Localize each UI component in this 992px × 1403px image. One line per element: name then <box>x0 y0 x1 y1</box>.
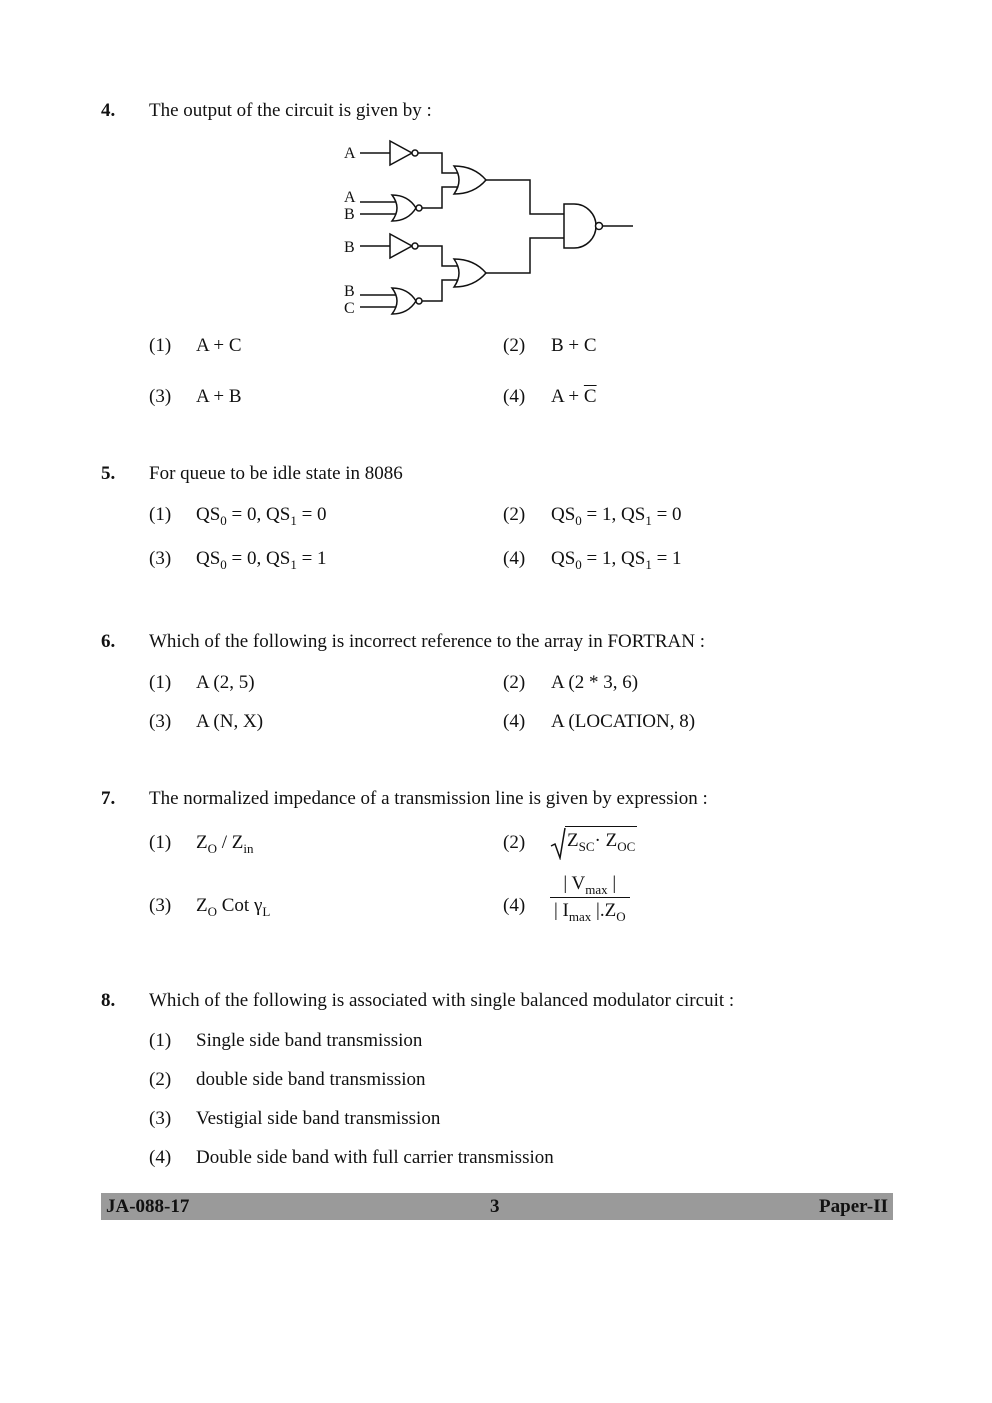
q5-option-3-text[interactable]: $QS_0 = 0$, $QS_1 = 1$ <box>196 548 327 572</box>
question-8-number: 8. <box>101 990 116 1011</box>
q4-option-3-num: (3) <box>149 386 172 407</box>
question-5-number: 5. <box>101 463 116 484</box>
question-8-text: Which of the following is associated with single balanced modulator circuit : <box>149 990 735 1011</box>
circuit-label-a1: A <box>344 145 356 162</box>
q5o3-qs1: 1 <box>317 548 327 569</box>
q4-option-2-num: (2) <box>503 335 526 356</box>
page-footer <box>101 1193 893 1220</box>
nor-gate-1 <box>360 195 422 221</box>
question-7-number: 7. <box>101 788 116 809</box>
or-gate-2 <box>454 259 486 287</box>
q5-option-2-text[interactable]: $QS_0 = 1$, $QS_1 = 0$ <box>551 504 682 528</box>
q7-option-4-text[interactable] <box>550 873 630 922</box>
q8-option-1-num: (1) <box>149 1030 172 1051</box>
q5o3-qs0: 0 <box>247 548 257 569</box>
footer-paper: Paper-II <box>819 1196 888 1217</box>
circuit-label-b1: B <box>344 206 355 223</box>
q7-option-2-num: (2) <box>503 832 526 853</box>
sqrt-sign-icon <box>550 826 566 860</box>
circuit-label-b3: B <box>344 283 355 300</box>
q7-option-1-text[interactable]: $Z_O / Z_{in}$ <box>196 832 254 856</box>
q5o4-qs0: 1 <box>602 548 612 569</box>
q8-option-3-num: (3) <box>149 1108 172 1129</box>
q4-option-4-num: (4) <box>503 386 526 407</box>
q4-option-4-text-b: $\overline{C}$ <box>583 386 597 407</box>
q8-option-2-num: (2) <box>149 1069 172 1090</box>
sub0: 0 <box>220 513 227 528</box>
q5-option-1-num: (1) <box>149 504 172 525</box>
logic-circuit-diagram <box>340 135 640 320</box>
not-gate-1 <box>360 141 418 165</box>
q7-option-1-num: (1) <box>149 832 172 853</box>
q5o2-qs1: 0 <box>672 504 682 525</box>
question-4-number: 4. <box>101 100 116 121</box>
q6-option-2-text[interactable]: A (2 * 3, 6) <box>551 672 639 693</box>
q6-option-3-text[interactable]: A (N, X) <box>196 711 264 732</box>
q4-option-3-text[interactable]: A + B <box>196 386 242 407</box>
q6-option-1-text[interactable]: A (2, 5) <box>196 672 255 693</box>
q8-option-2-text[interactable]: double side band transmission <box>196 1069 426 1090</box>
question-7-text: The normalized impedance of a transmission line is given by expression : <box>149 788 708 809</box>
not-gate-2 <box>360 234 418 258</box>
footer-page-number: 3 <box>490 1196 500 1217</box>
q8-option-3-text[interactable]: Vestigial side band transmission <box>196 1108 441 1129</box>
q4-option-2-text[interactable]: B + C <box>551 335 597 356</box>
q5-option-4-num: (4) <box>503 548 526 569</box>
question-5-text: For queue to be idle state in 8086 <box>149 463 403 484</box>
q5o1-qs0: 0 <box>247 504 257 525</box>
circuit-label-c: C <box>344 300 355 317</box>
q6-option-4-num: (4) <box>503 711 526 732</box>
q4-option-4-text[interactable] <box>551 386 597 408</box>
q5o4-qs1: 1 <box>672 548 682 569</box>
q8-option-4-text[interactable]: Double side band with full carrier transmission <box>196 1147 554 1168</box>
q5-option-3-num: (3) <box>149 548 172 569</box>
q6-option-3-num: (3) <box>149 711 172 732</box>
q8-option-4-num: (4) <box>149 1147 172 1168</box>
q5-option-4-text[interactable]: $QS_0 = 1$, $QS_1 = 1$ <box>551 548 682 572</box>
q8-option-1-text[interactable]: Single side band transmission <box>196 1030 423 1051</box>
fraction: $\frac{| V_{max} |}{| I_{max} |.Z_O}$ <box>550 873 630 922</box>
q4-option-1-num: (1) <box>149 335 172 356</box>
question-6-text: Which of the following is incorrect reference to the array in FORTRAN : <box>149 631 706 652</box>
circuit-label-b2: B <box>344 239 355 256</box>
question-6-number: 6. <box>101 631 116 652</box>
q7-option-2-text[interactable]: $Z_{SC}\cdot Z_{OC}$ <box>550 826 637 860</box>
q4-option-1-text[interactable]: A + C <box>196 335 242 356</box>
q5o1-qs1: 0 <box>317 504 327 525</box>
q5-option-1-text[interactable]: $QS_0 = 0$, $QS_1 = 0$ <box>196 504 327 528</box>
or-gate-1 <box>454 166 486 194</box>
footer-code: JA-088-17 <box>106 1196 190 1217</box>
q7-option-3-text[interactable]: $Z_O$ Cot $\gamma_L$ <box>196 895 271 919</box>
q7-option-4-num: (4) <box>503 895 526 916</box>
q6-option-4-text[interactable]: A (LOCATION, 8) <box>551 711 696 732</box>
q6-option-2-num: (2) <box>503 672 526 693</box>
q6-option-1-num: (1) <box>149 672 172 693</box>
nand-gate <box>564 204 633 248</box>
q7-option-3-num: (3) <box>149 895 172 916</box>
q4-option-4-text-a: A + <box>551 386 584 407</box>
nor-gate-2 <box>360 288 422 314</box>
question-4-text: The output of the circuit is given by : <box>149 100 432 121</box>
q5o2-qs0: 1 <box>602 504 612 525</box>
circuit-label-a2: A <box>344 189 356 206</box>
q5-option-2-num: (2) <box>503 504 526 525</box>
